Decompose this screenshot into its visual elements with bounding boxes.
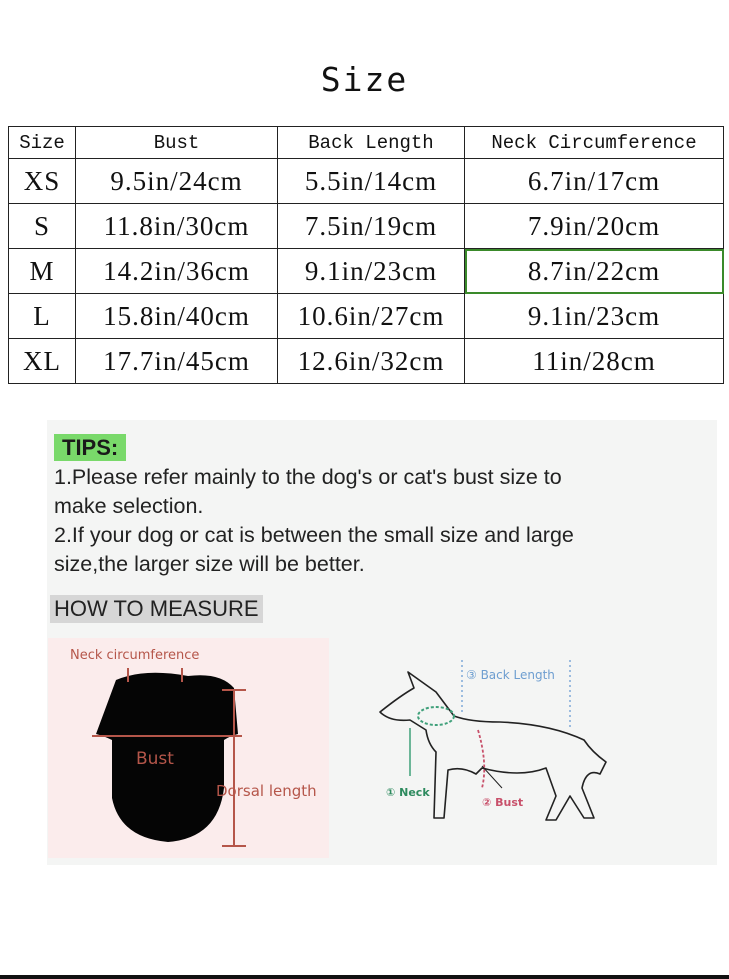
cell-size: M [9,249,76,294]
dog-illustration [370,648,615,838]
size-table [8,126,724,384]
bust-ring [478,730,484,788]
table-row [9,249,724,294]
tips-line-2: make selection. [54,494,204,518]
cell-back-length: 12.6in/32cm [278,339,465,384]
tips-title: TIPS: [54,434,126,461]
tips-line-4: size,the larger size will be better. [54,552,365,576]
cell-neck: 11in/28cm [465,339,724,384]
header-bust: Bust [76,127,278,159]
back-length-label: ③ Back Length [466,668,555,682]
table-header-row [9,127,724,159]
cell-size: XS [9,159,76,204]
cell-size: S [9,204,76,249]
header-size: Size [9,127,76,159]
dog-diagram [370,648,615,838]
tips-line-3: 2.If your dog or cat is between the small size and large [54,523,574,547]
header-neck-circumference: Neck Circumference [465,127,724,159]
page-title: Size [320,60,409,99]
table-row [9,159,724,204]
cell-neck: 6.7in/17cm [465,159,724,204]
neck-ring [418,707,454,725]
cell-size: XL [9,339,76,384]
cell-neck-highlighted: 8.7in/22cm [465,249,724,294]
cell-back-length: 10.6in/27cm [278,294,465,339]
header-back-length: Back Length [278,127,465,159]
neck-circumference-label: Neck circumference [70,648,200,663]
shirt-diagram [48,638,329,858]
cell-bust: 11.8in/30cm [76,204,278,249]
dog-bust-label: ② Bust [482,796,524,809]
shirt-illustration [48,638,329,858]
table-row [9,204,724,249]
table-row [9,294,724,339]
cell-neck: 9.1in/23cm [465,294,724,339]
cell-bust: 9.5in/24cm [76,159,278,204]
neck-label: ① Neck [386,786,430,799]
cell-bust: 15.8in/40cm [76,294,278,339]
cell-size: L [9,294,76,339]
dorsal-length-label: Dorsal length [216,782,317,800]
bust-label: Bust [136,749,174,769]
table-row [9,339,724,384]
cell-bust: 14.2in/36cm [76,249,278,294]
bottom-divider [0,975,729,979]
cell-bust: 17.7in/45cm [76,339,278,384]
tips-line-1: 1.Please refer mainly to the dog's or cat's bust size to [54,465,562,489]
bust-pointer [482,766,502,788]
cell-back-length: 7.5in/19cm [278,204,465,249]
how-to-measure-heading: HOW TO MEASURE [50,595,263,623]
cell-back-length: 9.1in/23cm [278,249,465,294]
cell-back-length: 5.5in/14cm [278,159,465,204]
cell-neck: 7.9in/20cm [465,204,724,249]
